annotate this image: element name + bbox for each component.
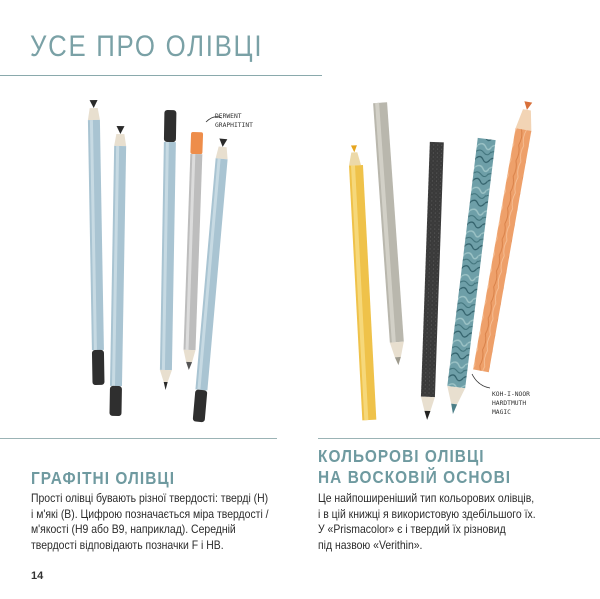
graphite-pencil-1 <box>88 100 105 385</box>
derwent-annotation <box>206 113 253 129</box>
graphite-section-heading: ГРАФІТНІ ОЛІВЦІ <box>31 468 176 488</box>
colored-text-line: під назвою «Verithin». <box>318 538 423 552</box>
graphite-text-line: і м'які (B). Цифрою позначається міра твердості / <box>31 507 269 521</box>
section-divider-right <box>318 438 600 439</box>
kohinoor-annotation <box>472 374 530 416</box>
kohinoor-label-line-2: HARDTMUTH <box>492 400 527 407</box>
kohinoor-label-line-1: KOH-I-NOOR <box>492 391 530 398</box>
graphite-text-line: м'якості (H9 або B9, наприклад). Середній <box>31 523 236 537</box>
kohinoor-label-line-3: MAGIC <box>492 409 511 416</box>
page-title: УСЕ ПРО ОЛІВЦІ <box>30 30 264 63</box>
colored-pencil-black <box>420 142 444 420</box>
graphite-pencil-2 <box>109 126 126 416</box>
section-divider-left <box>0 438 277 439</box>
colored-section-text <box>318 491 570 553</box>
graphite-pencil-3 <box>160 110 177 390</box>
colored-heading-line-1: КОЛЬОРОВІ ОЛІВЦІ <box>318 446 485 466</box>
colored-text-line: і в цій книжці я використовую здебільшого їх. <box>318 507 536 521</box>
colored-heading-line-2: НА ВОСКОВІЙ ОСНОВІ <box>318 467 512 487</box>
colored-pencil-marble <box>444 138 496 415</box>
graphite-section-text <box>31 491 283 553</box>
colored-text-line: У «Prismacolor» є і твердий їх різновид <box>318 523 506 537</box>
colored-pencil-yellow <box>348 145 376 420</box>
colored-pencil-gray <box>373 102 405 365</box>
colored-text-line: Це найпоширеніший тип кольорових олівців, <box>318 492 535 505</box>
derwent-label-line-1: DERWENT <box>215 113 242 120</box>
graphite-text-line: твердості відповідають позначки F і HB. <box>31 538 224 552</box>
derwent-label-line-2: GRAPHITINT <box>215 122 253 129</box>
page-number: 14 <box>31 570 44 582</box>
colored-section-heading <box>318 446 511 488</box>
graphite-text-line: Прості олівці бувають різної твердості: тверді (H) <box>31 492 269 505</box>
graphite-pencil-4 <box>183 132 203 370</box>
